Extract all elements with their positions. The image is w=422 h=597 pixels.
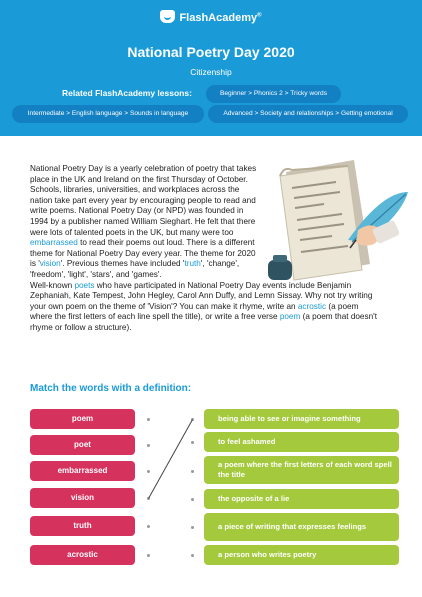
definition-card-1[interactable] xyxy=(204,409,399,429)
keyword-vision: vision xyxy=(39,259,61,269)
lesson-link-intermediate[interactable]: Intermediate > English language > Sounds in language xyxy=(12,105,204,123)
keyword-embarrassed: embarrassed xyxy=(30,238,78,248)
text-run: National Poetry Day is a yearly celebration of poetry that takes place in the UK and Ireland on the first Thursday of October. Schools, libraries, universities, and workplaces across the nation take part every year by encouraging people to read and write poems. National Poetry Day (or NPD) was founded in 1994 by a publisher named William Sieghart. He felt that there were lots of talented poets in the UK, but many were too xyxy=(30,164,257,237)
ink-pot-icon xyxy=(268,255,292,280)
definition-text: a poem where the first letters of each word spell the title xyxy=(218,460,392,479)
text-run: (a poem where the first letters of each line spell the title), or write a free verse xyxy=(30,301,359,322)
keyword-poem: poem xyxy=(279,312,301,322)
definition-card-4[interactable] xyxy=(204,489,399,509)
definition-connector-dot[interactable] xyxy=(191,418,194,421)
word-connector-dot[interactable] xyxy=(147,444,150,447)
text-run: Well-known xyxy=(30,280,75,290)
page-title: National Poetry Day 2020 xyxy=(127,44,295,60)
definition-card-6[interactable] xyxy=(204,545,399,565)
definition-connector-dot[interactable] xyxy=(191,441,194,444)
word-card-poem[interactable]: poem xyxy=(30,409,135,429)
word-card-poet[interactable]: poet xyxy=(30,435,135,455)
word-connector-dot[interactable] xyxy=(147,554,150,557)
word-connector-dot[interactable] xyxy=(147,418,150,421)
lesson-link-beginner[interactable]: Beginner > Phonics 2 > Tricky words xyxy=(206,85,341,103)
definition-connector-dot[interactable] xyxy=(191,526,194,529)
text-run: (a poem that doesn't rhyme or follow a structure). xyxy=(30,312,377,332)
definition-card-5[interactable] xyxy=(204,513,399,541)
answer-line-vision xyxy=(149,420,193,499)
header-banner xyxy=(0,0,422,136)
match-section-title: Match the words with a definition: xyxy=(30,383,192,394)
definition-text: a person who writes poetry xyxy=(218,550,317,559)
definition-card-2[interactable] xyxy=(204,432,399,452)
definition-connector-dot[interactable] xyxy=(191,498,194,501)
definition-text: being able to see or imagine something xyxy=(218,414,361,423)
word-card-embarrassed[interactable]: embarrassed xyxy=(30,461,135,481)
logo-registered-mark: ® xyxy=(257,12,262,19)
word-connector-dot[interactable] xyxy=(147,497,150,500)
keyword-acrostic: acrostic xyxy=(297,301,327,311)
definition-connector-dot[interactable] xyxy=(191,470,194,473)
text-run: who have participated in National Poetry Day events include Benjamin Zephaniah, Kate Tempest, John Hegley, Carol Ann Duffy, and Lemn Sissay. Why not try writing your own poem on the theme of 'Vision'? You can make it rhyme, write an xyxy=(30,280,373,311)
poetry-illustration xyxy=(262,152,412,290)
definition-connector-dot[interactable] xyxy=(191,554,194,557)
word-card-acrostic[interactable]: acrostic xyxy=(30,545,135,565)
definition-text: to feel ashamed xyxy=(218,437,276,446)
text-run: '. Previous themes have included ' xyxy=(60,259,185,269)
paper-scroll-icon xyxy=(280,160,370,280)
keyword-truth: truth xyxy=(184,259,201,269)
keyword-poets: poets xyxy=(74,280,95,290)
text-run: to read their poems out loud. There is a different theme for National Poetry Day every year. The theme for 2020 is ' xyxy=(30,238,256,269)
related-lessons-label: Related FlashAcademy lessons: xyxy=(62,88,192,98)
word-card-vision[interactable]: vision xyxy=(30,488,135,508)
text-run: ', 'change', 'freedom', 'light', 'stars', and 'games'. xyxy=(30,259,240,279)
definition-text: a piece of writing that expresses feelings xyxy=(218,522,367,531)
definition-text: the opposite of a lie xyxy=(218,494,290,503)
word-connector-dot[interactable] xyxy=(147,470,150,473)
definition-card-3[interactable] xyxy=(204,456,399,484)
word-connector-dot[interactable] xyxy=(147,525,150,528)
flashacademy-logo-icon xyxy=(160,10,175,23)
word-card-truth[interactable]: truth xyxy=(30,516,135,536)
logo xyxy=(0,10,422,24)
logo-text: FlashAcademy xyxy=(179,12,258,24)
page-subtitle: Citizenship xyxy=(190,67,232,77)
lesson-link-advanced[interactable]: Advanced > Society and relationships > Getting emotional xyxy=(208,105,408,123)
article-paragraph-1 xyxy=(30,164,262,281)
